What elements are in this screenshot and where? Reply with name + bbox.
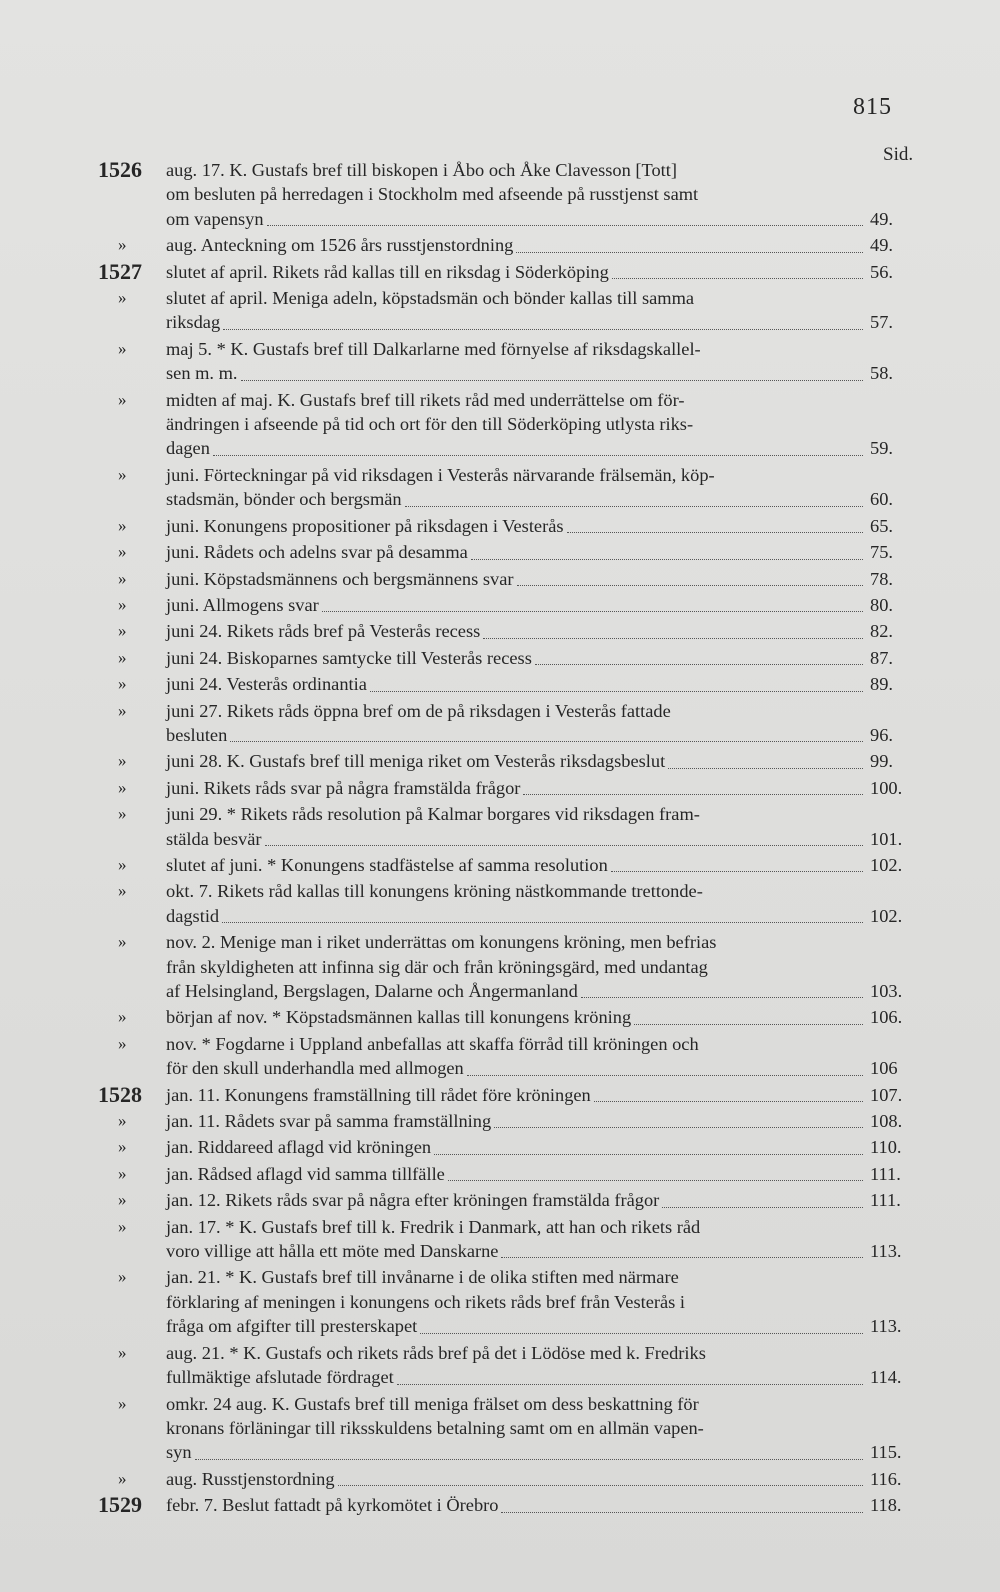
ditto-mark: » bbox=[118, 1393, 127, 1413]
entry-text-line: slutet af april. Rikets råd kallas till en riksdag i Söderköping bbox=[166, 261, 609, 282]
entry-page-number: 106. bbox=[870, 1007, 903, 1028]
entry-text-line: dagen bbox=[166, 438, 210, 459]
dot-leader bbox=[370, 691, 863, 692]
entry-page-number: 111. bbox=[870, 1163, 901, 1184]
toc-entry bbox=[78, 593, 918, 617]
entry-text-line: okt. 7. Rikets råd kallas till konungens kröning nästkommande trettonde- bbox=[166, 881, 703, 902]
entry-page-number: 101. bbox=[870, 828, 903, 849]
toc-entry bbox=[78, 776, 918, 800]
entry-page-number: 78. bbox=[870, 568, 893, 589]
dot-leader bbox=[581, 997, 863, 998]
entry-page-number: 49. bbox=[870, 235, 893, 256]
entry-text-line: juni. Förteckningar på vid riksdagen i Vesterås närvarande frälsemän, köp- bbox=[166, 464, 715, 485]
entry-text-line: midten af maj. K. Gustafs bref till rikets råd med underrättelse om för- bbox=[166, 389, 685, 410]
entry-text-line: juni 24. Biskoparnes samtycke till Vesterås recess bbox=[166, 647, 532, 668]
dot-leader bbox=[338, 1485, 863, 1486]
dot-leader bbox=[222, 922, 863, 923]
dot-leader bbox=[662, 1207, 863, 1208]
toc-entry bbox=[78, 1467, 918, 1491]
ditto-mark: » bbox=[118, 464, 127, 484]
toc-entry bbox=[78, 233, 918, 257]
dot-leader bbox=[516, 252, 863, 253]
dot-leader bbox=[322, 611, 863, 612]
toc-entry bbox=[78, 463, 918, 512]
ditto-mark: » bbox=[118, 1007, 127, 1027]
toc-entry bbox=[78, 514, 918, 538]
entry-text-line: juni. Köpstadsmännens och bergsmännens svar bbox=[166, 568, 514, 589]
dot-leader bbox=[230, 741, 863, 742]
entry-text-line: juni. Konungens propositioner på riksdagen i Vesterås bbox=[166, 515, 564, 536]
toc-entry bbox=[78, 1188, 918, 1212]
toc-entry bbox=[78, 672, 918, 696]
entry-year: 1527 bbox=[98, 258, 142, 284]
ditto-mark: » bbox=[118, 777, 127, 797]
entry-page-number: 115. bbox=[870, 1442, 902, 1463]
dot-leader bbox=[471, 559, 863, 560]
toc-entry bbox=[78, 567, 918, 591]
entry-text-line: syn bbox=[166, 1442, 192, 1463]
toc-entry bbox=[78, 337, 918, 386]
ditto-mark: » bbox=[118, 700, 127, 720]
dot-leader bbox=[267, 225, 863, 226]
entry-page-number: 57. bbox=[870, 312, 893, 333]
entry-page-number: 60. bbox=[870, 489, 893, 510]
entry-page-number: 116. bbox=[870, 1468, 902, 1489]
dot-leader bbox=[223, 329, 863, 330]
dot-leader bbox=[517, 585, 864, 586]
entry-page-number: 113. bbox=[870, 1241, 902, 1262]
entry-page-number: 99. bbox=[870, 751, 893, 772]
entry-text-line: om vapensyn bbox=[166, 208, 264, 229]
toc-entry bbox=[78, 286, 918, 335]
entry-text-line: jan. 21. * K. Gustafs bref till invånarne i de olika stiften med närmare bbox=[166, 1267, 679, 1288]
entry-page-number: 56. bbox=[870, 261, 893, 282]
entry-text-line: riksdag bbox=[166, 312, 221, 333]
ditto-mark: » bbox=[118, 1468, 127, 1488]
dot-leader bbox=[668, 768, 863, 769]
toc-entry bbox=[78, 1162, 918, 1186]
entry-text-line: besluten bbox=[166, 724, 228, 745]
entry-page-number: 75. bbox=[870, 542, 893, 563]
ditto-mark: » bbox=[118, 594, 127, 614]
ditto-mark: » bbox=[118, 854, 127, 874]
entry-text-line: jan. 11. Rådets svar på samma framställning bbox=[166, 1111, 492, 1132]
toc-entry bbox=[78, 802, 918, 851]
page-column-heading: Sid. bbox=[883, 144, 914, 165]
entry-text-line: jan. 11. Konungens framställning till rådet före kröningen bbox=[166, 1084, 591, 1105]
entry-page-number: 110. bbox=[870, 1137, 902, 1158]
entry-text-line: jan. 17. * K. Gustafs bref till k. Fredrik i Danmark, att han och rikets råd bbox=[166, 1216, 701, 1237]
entry-page-number: 114. bbox=[870, 1367, 902, 1388]
table-of-contents bbox=[78, 158, 918, 1520]
ditto-mark: » bbox=[118, 288, 127, 308]
entry-text-line: juni 24. Rikets råds bref på Vesterås recess bbox=[166, 621, 481, 642]
toc-entry bbox=[78, 260, 918, 284]
entry-text-line: nov. * Fogdarne i Uppland anbefallas att skaffa förråd till kröningen och bbox=[166, 1033, 699, 1054]
ditto-mark: » bbox=[118, 647, 127, 667]
ditto-mark: » bbox=[118, 568, 127, 588]
dot-leader bbox=[535, 664, 863, 665]
entry-page-number: 102. bbox=[870, 854, 903, 875]
dot-leader bbox=[241, 380, 863, 381]
toc-entry bbox=[78, 1392, 918, 1465]
ditto-mark: » bbox=[118, 1267, 127, 1287]
entry-page-number: 102. bbox=[870, 905, 903, 926]
entry-text-line: voro villige att hålla ett möte med Danskarne bbox=[166, 1241, 499, 1262]
entry-text-line: kronans förläningar till riksskuldens betalning samt om en allmän vapen- bbox=[166, 1417, 704, 1438]
ditto-mark: » bbox=[118, 542, 127, 562]
entry-page-number: 103. bbox=[870, 981, 903, 1001]
entry-year: 1526 bbox=[98, 157, 142, 182]
dot-leader bbox=[501, 1512, 863, 1513]
entry-text-line: början af nov. * Köpstadsmännen kallas till konungens kröning bbox=[166, 1007, 632, 1028]
entry-text-line: aug. 17. K. Gustafs bref till biskopen i Åbo och Åke Clavesson [Tott] bbox=[166, 160, 678, 180]
toc-entry bbox=[78, 1493, 918, 1517]
entry-text-line: om besluten på herredagen i Stockholm med afseende på russtjenst samt bbox=[166, 184, 699, 205]
entry-text-line: juni. Allmogens svar bbox=[166, 594, 319, 615]
entry-text-line: febr. 7. Beslut fattadt på kyrkomötet i Örebro bbox=[166, 1495, 499, 1516]
entry-text-line: juni. Rikets råds svar på några framstälda frågor bbox=[166, 777, 521, 798]
entry-text-line: dagstid bbox=[166, 905, 220, 926]
ditto-mark: » bbox=[118, 515, 127, 535]
ditto-mark: » bbox=[118, 932, 127, 952]
entry-page-number: 87. bbox=[870, 647, 893, 668]
ditto-mark: » bbox=[118, 621, 127, 641]
ditto-mark: » bbox=[118, 235, 127, 255]
toc-entry bbox=[78, 540, 918, 564]
dot-leader bbox=[611, 871, 863, 872]
toc-entry bbox=[78, 646, 918, 670]
toc-entry bbox=[78, 1005, 918, 1029]
ditto-mark: » bbox=[118, 1033, 127, 1053]
toc-entry bbox=[78, 388, 918, 461]
ditto-mark: » bbox=[118, 1190, 127, 1210]
toc-entry bbox=[78, 853, 918, 877]
ditto-mark: » bbox=[118, 804, 127, 824]
ditto-mark: » bbox=[118, 674, 127, 694]
ditto-mark: » bbox=[118, 1137, 127, 1157]
dot-leader bbox=[420, 1333, 863, 1334]
dot-leader bbox=[523, 794, 863, 795]
dot-leader bbox=[634, 1024, 863, 1025]
dot-leader bbox=[195, 1459, 863, 1460]
entry-page-number: 111. bbox=[870, 1190, 901, 1211]
entry-text-line: nov. 2. Menige man i riket underrättas om konungens kröning, men befrias bbox=[166, 932, 717, 953]
entry-page-number: 96. bbox=[870, 724, 893, 745]
toc-entry bbox=[78, 1341, 918, 1390]
entry-page-number: 108. bbox=[870, 1111, 903, 1132]
page-number: 815 bbox=[853, 94, 892, 120]
ditto-mark: » bbox=[118, 338, 127, 358]
entry-page-number: 118. bbox=[870, 1495, 902, 1516]
entry-text-line: juni. Rådets och adelns svar på desamma bbox=[166, 542, 468, 563]
entry-text-line: juni 27. Rikets råds öppna bref om de på riksdagen i Vesterås fattade bbox=[166, 700, 671, 721]
dot-leader bbox=[434, 1154, 863, 1155]
entry-text-line: förklaring af meningen i konungens och rikets råds bref från Vesterås i bbox=[166, 1291, 686, 1312]
entry-page-number: 49. bbox=[870, 208, 893, 229]
dot-leader bbox=[405, 506, 863, 507]
dot-leader bbox=[397, 1384, 863, 1385]
entry-text-line: slutet af april. Meniga adeln, köpstadsmän och bönder kallas till samma bbox=[166, 288, 695, 309]
entry-text-line: juni 24. Vesterås ordinantia bbox=[166, 674, 367, 695]
toc-entry bbox=[78, 749, 918, 773]
dot-leader bbox=[213, 455, 863, 456]
entry-text-line: stadsmän, bönder och bergsmän bbox=[166, 489, 402, 510]
entry-text-line: jan. Rådsed aflagd vid samma tillfälle bbox=[166, 1163, 445, 1184]
dot-leader bbox=[501, 1257, 863, 1258]
entry-text-line: juni 29. * Rikets råds resolution på Kalmar borgares vid riksdagen fram- bbox=[166, 804, 700, 825]
entry-text-line: maj 5. * K. Gustafs bref till Dalkarlarne med förnyelse af riksdagskallel- bbox=[166, 338, 701, 359]
dot-leader bbox=[494, 1127, 863, 1128]
ditto-mark: » bbox=[118, 1111, 127, 1131]
entry-year: 1529 bbox=[98, 1492, 142, 1518]
entry-page-number: 113. bbox=[870, 1316, 902, 1337]
toc-entry bbox=[78, 158, 918, 231]
entry-text-line: stälda besvär bbox=[166, 828, 262, 849]
ditto-mark: » bbox=[118, 1163, 127, 1183]
entry-text-line: för den skull underhandla med allmogen bbox=[166, 1058, 464, 1079]
toc-entry bbox=[78, 1135, 918, 1159]
entry-page-number: 59. bbox=[870, 438, 893, 459]
toc-entry bbox=[78, 1265, 918, 1338]
ditto-mark: » bbox=[118, 389, 127, 409]
entry-text-line: fråga om afgifter till presterskapet bbox=[166, 1316, 418, 1337]
toc-entry bbox=[78, 699, 918, 748]
dot-leader bbox=[448, 1180, 863, 1181]
toc-entry bbox=[78, 1215, 918, 1264]
entry-text-line: sen m. m. bbox=[166, 363, 238, 384]
entry-page-number: 106 bbox=[870, 1058, 898, 1079]
entry-text-line: juni 28. K. Gustafs bref till meniga riket om Vesterås riksdagsbeslut bbox=[166, 751, 666, 772]
entry-text-line: slutet af juni. * Konungens stadfästelse af samma resolution bbox=[166, 854, 608, 875]
entry-page-number: 65. bbox=[870, 515, 893, 536]
entry-page-number: 80. bbox=[870, 594, 893, 615]
entry-text-line: aug. 21. * K. Gustafs och rikets råds bref på det i Lödöse med k. Fredriks bbox=[166, 1342, 706, 1363]
entry-text-line: aug. Russtjenstordning bbox=[166, 1468, 335, 1489]
entry-text-line: från skyldigheten att infinna sig där och från kröningsgärd, med undantag bbox=[166, 956, 708, 977]
ditto-mark: » bbox=[118, 751, 127, 771]
entry-page-number: 107. bbox=[870, 1084, 903, 1105]
toc-entry bbox=[78, 930, 918, 1003]
entry-year: 1528 bbox=[98, 1081, 142, 1107]
entry-text-line: af Helsingland, Bergslagen, Dalarne och Ångermanland bbox=[166, 981, 578, 1001]
entry-text-line: ändringen i afseende på tid och ort för den till Söderköping utlysta riks- bbox=[166, 414, 694, 435]
entry-page-number: 82. bbox=[870, 621, 893, 642]
toc-entry bbox=[78, 879, 918, 928]
entry-page-number: 89. bbox=[870, 674, 893, 695]
toc-entry bbox=[78, 1083, 918, 1107]
ditto-mark: » bbox=[118, 1216, 127, 1236]
dot-leader bbox=[265, 845, 864, 846]
dot-leader bbox=[483, 638, 863, 639]
entry-page-number: 100. bbox=[870, 777, 903, 798]
toc-entry bbox=[78, 1032, 918, 1081]
toc-entry bbox=[78, 619, 918, 643]
entry-text-line: omkr. 24 aug. K. Gustafs bref till meniga frälset om dess beskattning för bbox=[166, 1393, 699, 1414]
entry-text-line: jan. 12. Rikets råds svar på några efter kröningen framstälda frågor bbox=[166, 1190, 660, 1211]
dot-leader bbox=[567, 532, 863, 533]
dot-leader bbox=[467, 1075, 863, 1076]
ditto-mark: » bbox=[118, 881, 127, 901]
dot-leader bbox=[612, 278, 863, 279]
dot-leader bbox=[594, 1101, 863, 1102]
entry-text-line: jan. Riddareed aflagd vid kröningen bbox=[166, 1137, 432, 1158]
ditto-mark: » bbox=[118, 1342, 127, 1362]
entry-page-number: 58. bbox=[870, 363, 893, 384]
toc-entry bbox=[78, 1109, 918, 1133]
entry-text-line: aug. Anteckning om 1526 års russtjenstordning bbox=[166, 235, 514, 256]
entry-text-line: fullmäktige afslutade fördraget bbox=[166, 1367, 394, 1388]
